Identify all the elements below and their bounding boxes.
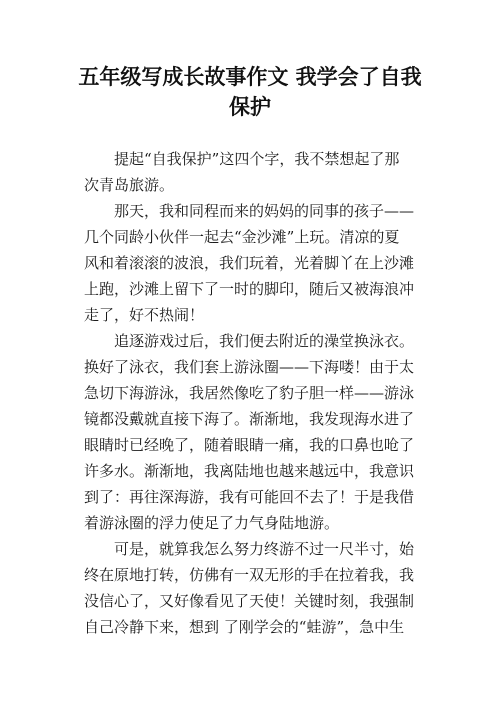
document-title	[60, 62, 440, 122]
text-line: 那天，我和同程而来的妈妈的同事的孩子——	[114, 202, 415, 220]
text-line: 风和着滚滚的波浪，我们玩着，光着脚丫在上沙滩	[84, 254, 415, 272]
text-line: 几个同龄小伙伴一起去“金沙滩”上玩。清凉的夏	[84, 228, 400, 246]
text-line: 许多水。渐渐地，我离陆地也越来越远中，我意识	[84, 462, 415, 480]
text-line: 走了，好不热闹！	[84, 306, 205, 324]
text-line: 上跑，沙滩上留下了一时的脚印，随后又被海浪冲	[84, 280, 415, 298]
paragraph	[84, 198, 424, 328]
text-line: 到了：再往深海游，我有可能回不去了！于是我借	[84, 488, 415, 506]
title-line: 保护	[229, 95, 271, 119]
text-line: 追逐游戏过后，我们便去附近的澡堂换泳衣。	[114, 332, 415, 350]
text-line: 没信心了，又好像看见了天使！关键时刻，我强制	[84, 592, 415, 610]
title-line: 五年级写成长故事作文 我学会了自我	[78, 65, 422, 89]
text-line: 提起“自我保护”这四个字，我不禁想起了那	[114, 150, 400, 168]
text-line: 换好了泳衣，我们套上游泳圈——下海喽！由于太	[84, 358, 415, 376]
text-line: 自己冷静下来，想到 了刚学会的“蛙游”，急中生	[84, 618, 405, 636]
text-line: 着游泳圈的浮力使足了力气身陆地游。	[84, 514, 340, 532]
document-body	[84, 146, 424, 640]
paragraph	[84, 328, 424, 536]
text-line: 眼睛时已经晚了，随着眼睛一痛，我的口鼻也呛了	[84, 436, 415, 454]
text-line: 急切下海游泳，我居然像吃了豹子胆一样——游泳	[84, 384, 415, 402]
text-line: 镜都没戴就直接下海了。渐渐地，我发现海水进了	[84, 410, 415, 428]
text-line: 终在原地打转，仿佛有一双无形的手在拉着我，我	[84, 566, 415, 584]
paragraph	[84, 536, 424, 640]
text-line: 次青岛旅游。	[84, 176, 175, 194]
text-line: 可是，就算我怎么努力终游不过一尺半寸，始	[114, 540, 415, 558]
paragraph	[84, 146, 424, 198]
